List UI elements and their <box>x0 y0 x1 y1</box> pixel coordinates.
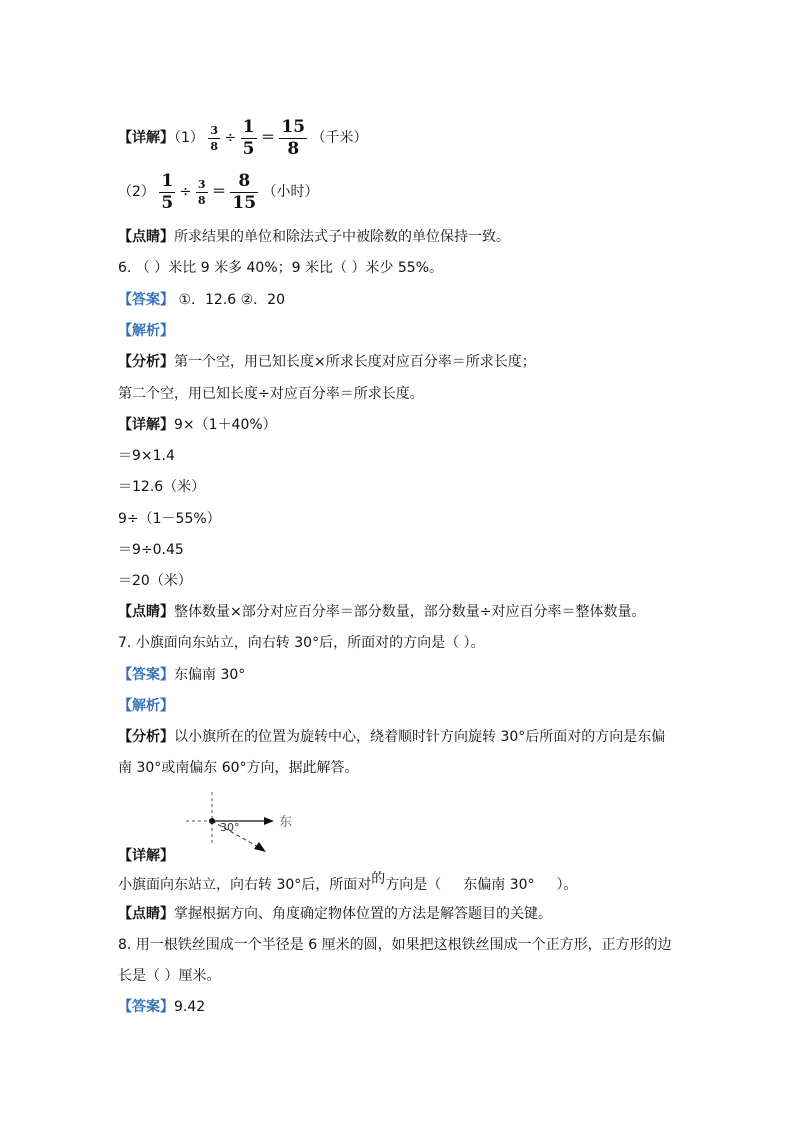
q6-answer-line <box>118 290 285 310</box>
q6-question: 6. （ ）米比 9 米多 40%；9 米比（ ）米少 55%。 <box>118 260 444 276</box>
unit-label: （小时） <box>262 184 319 200</box>
angle-label: 30° <box>220 821 240 834</box>
q5-detail-line-2 <box>118 172 319 212</box>
point-tag: 【点睛】 <box>118 229 174 245</box>
divide-sign: ÷ <box>179 184 192 200</box>
q6-analysis-line-2: 第二个空，用已知长度÷对应百分率＝所求长度。 <box>118 386 424 402</box>
part-label: （1） <box>174 130 204 146</box>
equals-sign: ＝ <box>260 130 275 146</box>
analysis-text: 第一个空，用已知长度×所求长度对应百分率＝所求长度； <box>174 354 536 370</box>
q5-point-line <box>118 227 510 247</box>
fraction-1-5: $\frac{1}{5}$ <box>161 170 174 213</box>
divide-sign: ÷ <box>224 130 237 146</box>
q6-point-line <box>118 602 645 622</box>
q7-answer-line <box>118 665 245 685</box>
detail-text: ）。 <box>556 877 578 893</box>
fraction-1-5: $\frac{1}{5}$ <box>242 116 255 159</box>
q7-detail-line <box>118 871 578 895</box>
answer-text: 9.42 <box>174 999 206 1015</box>
q6-detail-line <box>118 415 277 435</box>
point-tag: 【点睛】 <box>118 906 174 922</box>
q6-analysis-tag: 【解析】 <box>118 323 174 339</box>
q8-question-line-1: 8. 用一根铁丝围成一个半径是 6 厘米的圆，如果把这根铁丝围成一个正方形，正方形的边 <box>118 937 672 953</box>
fraction-3-8: $\frac{3}{8}$ <box>210 123 219 153</box>
calc-step: ＝9÷0.45 <box>118 542 184 558</box>
point-tag: 【点睛】 <box>118 604 174 620</box>
calc-step: ＝20（米） <box>118 573 192 589</box>
analysis-sub-tag: 【分析】 <box>118 354 174 370</box>
q6-analysis-line-1 <box>118 352 536 372</box>
analysis-sub-tag: 【分析】 <box>118 729 174 745</box>
detail-tag: 【详解】 <box>118 417 174 433</box>
detail-tag: 【详解】 <box>118 130 174 146</box>
answer-tag: 【答案】 <box>118 667 174 683</box>
q7-analysis-line-1 <box>118 727 665 747</box>
equals-sign: ＝ <box>211 184 226 200</box>
point-text: 整体数量×部分对应百分率＝部分数量，部分数量÷对应百分率＝整体数量。 <box>174 604 646 620</box>
answer-text: 东偏南 30° <box>174 667 246 683</box>
raised-char: 的 <box>371 871 386 887</box>
q7-analysis-line-2: 南 30°或南偏东 60°方向，据此解答。 <box>118 760 359 776</box>
q8-question-line-2: 长是（ ）厘米。 <box>118 968 221 984</box>
calc-step: 9×（1＋40%） <box>174 417 277 433</box>
q7-question: 7. 小旗面向东站立，向右转 30°后，所面对的方向是（ ）。 <box>118 635 485 651</box>
answer-tag: 【答案】 <box>118 292 174 308</box>
fraction-8-15: $\frac{8}{15}$ <box>232 170 257 213</box>
calc-step: ＝9×1.4 <box>118 448 175 464</box>
fraction-15-8: $\frac{15}{8}$ <box>281 116 306 159</box>
answer-tag: 【答案】 <box>118 999 174 1015</box>
part-label: （2） <box>118 184 155 200</box>
direction-diagram <box>180 790 310 860</box>
q7-point-line <box>118 904 552 924</box>
east-arrowhead <box>264 817 274 825</box>
q8-answer-line <box>118 997 205 1017</box>
east-label: 东 <box>279 815 293 830</box>
rotated-arrowhead <box>254 842 266 852</box>
fraction-3-8: $\frac{3}{8}$ <box>197 177 206 207</box>
detail-text: 方向是（ <box>385 877 442 893</box>
detail-tag: 【详解】 <box>118 848 174 864</box>
answer-text: ①．12.6 ②．20 <box>174 292 285 308</box>
q7-analysis-tag: 【解析】 <box>118 698 174 714</box>
calc-step: ＝12.6（米） <box>118 479 206 495</box>
detail-answer: 东偏南 30° <box>463 877 535 893</box>
center-dot <box>209 818 215 824</box>
calc-step: 9÷（1－55%） <box>118 511 221 527</box>
unit-label: （千米） <box>311 130 368 146</box>
detail-text: 小旗面向东站立，向右转 30°后，所面对 <box>118 877 372 893</box>
point-text: 所求结果的单位和除法式子中被除数的单位保持一致。 <box>174 229 510 245</box>
q7-detail-tag-line <box>118 846 174 866</box>
q5-detail-line-1 <box>118 118 368 158</box>
point-text: 掌握根据方向、角度确定物体位置的方法是解答题目的关键。 <box>174 906 552 922</box>
analysis-text: 以小旗所在的位置为旋转中心，绕着顺时针方向旋转 30°后所面对的方向是东偏 <box>174 729 666 745</box>
